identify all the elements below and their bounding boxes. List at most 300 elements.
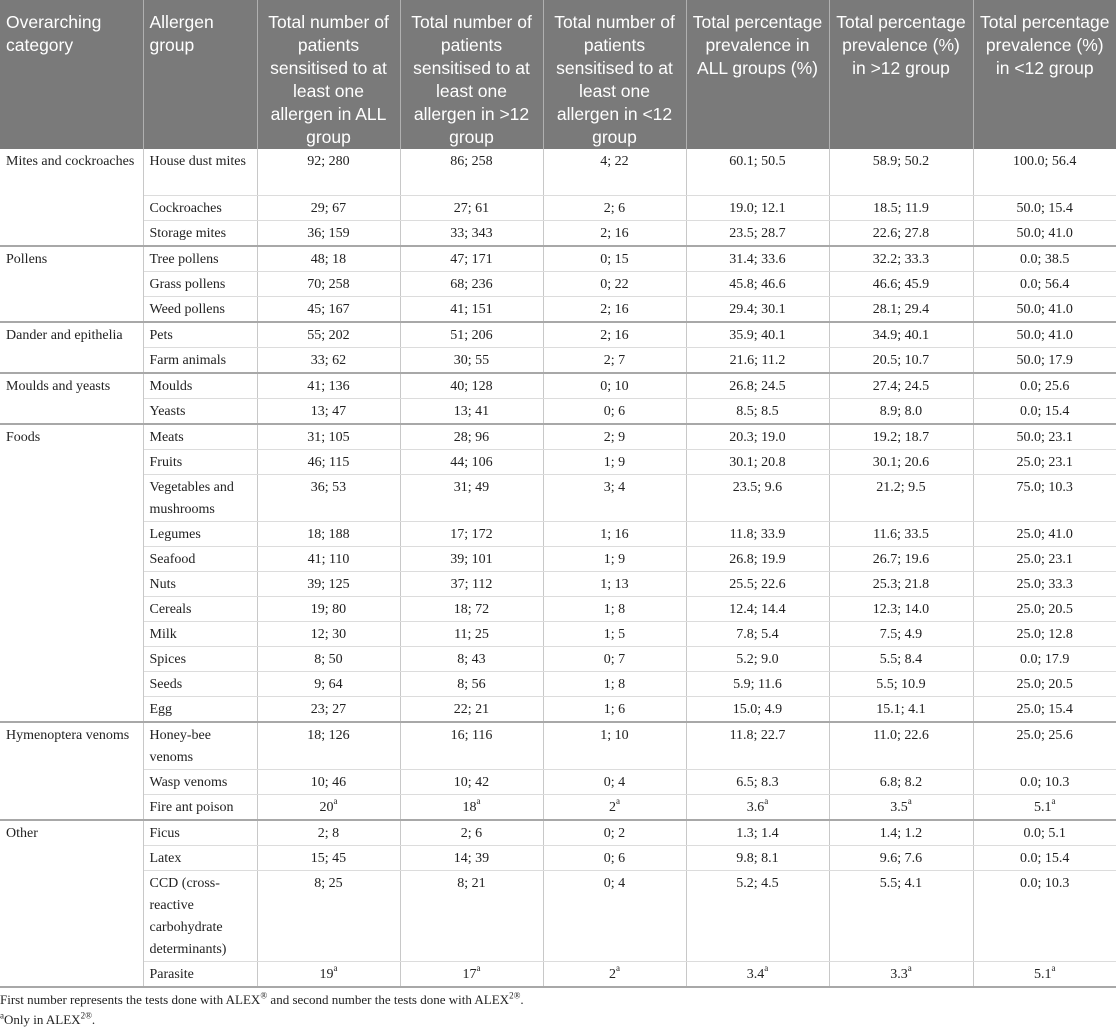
footnote-marker: a [1051, 962, 1056, 973]
cell-allergen-group: Legumes [143, 521, 257, 546]
cell-value: 45.8; 46.6 [729, 276, 786, 292]
cell-prevalence-all [686, 195, 829, 220]
cell-prevalence-gt12 [829, 449, 973, 474]
cell-value: 0.0; 38.5 [1020, 251, 1070, 267]
cell-value: 50.0; 23.1 [1016, 429, 1073, 445]
cell-prevalence-lt12 [973, 696, 1116, 722]
table-row [0, 271, 1116, 296]
cell-prevalence-all [686, 596, 829, 621]
cell-value: 0; 2 [603, 825, 626, 841]
cell-value: 25.0; 25.6 [1016, 727, 1073, 743]
cell-value: 26.8; 24.5 [729, 378, 786, 394]
cell-value: 25.0; 12.8 [1016, 626, 1073, 642]
cell-value: 14; 39 [453, 850, 490, 866]
cell-value: 30; 55 [453, 352, 490, 368]
cell-value: 3.6 [746, 799, 765, 815]
cell-prevalence-lt12 [973, 373, 1116, 399]
cell-total-all [257, 271, 400, 296]
cell-total-lt12 [543, 271, 686, 296]
cell-value: 1; 5 [603, 626, 626, 642]
cell-value: 0.0; 15.4 [1020, 850, 1070, 866]
cell-total-all [257, 195, 400, 220]
cell-value: 25.0; 23.1 [1016, 551, 1073, 567]
cell-prevalence-all [686, 398, 829, 424]
cell-total-lt12 [543, 474, 686, 521]
cell-value: 19; 80 [310, 601, 347, 617]
cell-total-gt12 [400, 521, 543, 546]
cell-total-gt12 [400, 424, 543, 450]
cell-total-gt12 [400, 546, 543, 571]
cell-total-gt12 [400, 373, 543, 399]
cell-prevalence-lt12 [973, 870, 1116, 961]
cell-total-all [257, 398, 400, 424]
cell-value: 36; 159 [307, 225, 350, 241]
cell-allergen-group: Pets [143, 322, 257, 348]
cell-value: 1.3; 1.4 [736, 825, 779, 841]
cell-value: 0; 4 [603, 774, 626, 790]
table-row [0, 149, 1116, 195]
cell-value: 8.9; 8.0 [879, 403, 923, 419]
cell-value: 5.5; 4.1 [879, 875, 923, 891]
cell-prevalence-lt12 [973, 246, 1116, 272]
cell-total-all [257, 322, 400, 348]
cell-value: 5.2; 4.5 [736, 875, 779, 891]
table-row [0, 596, 1116, 621]
cell-value: 50.0; 15.4 [1016, 200, 1073, 216]
cell-value: 37; 112 [450, 576, 493, 592]
cell-prevalence-lt12 [973, 449, 1116, 474]
cell-total-gt12 [400, 671, 543, 696]
cell-value: 0; 15 [600, 251, 629, 267]
cell-prevalence-all [686, 722, 829, 770]
cell-total-gt12 [400, 474, 543, 521]
cell-total-lt12 [543, 820, 686, 846]
cell-value: 12.3; 14.0 [872, 601, 930, 617]
cell-prevalence-lt12 [973, 961, 1116, 987]
cell-prevalence-gt12 [829, 474, 973, 521]
cell-value: 5.1 [1034, 966, 1052, 982]
cell-value: 11.8; 22.7 [729, 727, 786, 743]
cell-value: 0.0; 56.4 [1020, 276, 1070, 292]
cell-value: 31; 49 [453, 479, 490, 495]
table-row [0, 195, 1116, 220]
cell-value: 29; 67 [310, 200, 347, 216]
cell-total-lt12 [543, 373, 686, 399]
cell-prevalence-gt12 [829, 149, 973, 195]
cell-value: 32.2; 33.3 [872, 251, 930, 267]
cell-value: 7.5; 4.9 [879, 626, 923, 642]
cell-prevalence-gt12 [829, 195, 973, 220]
footnote-marker: a [333, 962, 338, 973]
cell-value: 0; 10 [600, 378, 629, 394]
cell-allergen-group: Honey-bee venoms [143, 722, 257, 770]
table-row [0, 621, 1116, 646]
cell-allergen-group: Seafood [143, 546, 257, 571]
cell-total-all [257, 794, 400, 820]
cell-value: 39; 125 [307, 576, 350, 592]
cell-value: 18; 72 [453, 601, 490, 617]
header-prevalence-all: Total percentage prevalence in ALL groups (%) [686, 0, 829, 149]
cell-value: 2; 7 [603, 352, 626, 368]
cell-value: 41; 151 [450, 301, 493, 317]
header-total-gt12: Total number of patients sensitised to at least one allergen in >12 group [400, 0, 543, 149]
cell-value: 10; 42 [453, 774, 490, 790]
cell-value: 1.4; 1.2 [879, 825, 923, 841]
cell-total-gt12 [400, 845, 543, 870]
cell-total-gt12 [400, 271, 543, 296]
cell-value: 1; 6 [603, 701, 626, 717]
footnote-marker: a [333, 795, 338, 806]
cell-prevalence-gt12 [829, 373, 973, 399]
cell-prevalence-lt12 [973, 646, 1116, 671]
cell-allergen-group: Ficus [143, 820, 257, 846]
table-row [0, 246, 1116, 272]
cell-value: 2; 16 [600, 225, 629, 241]
cell-prevalence-lt12 [973, 220, 1116, 246]
cell-prevalence-lt12 [973, 296, 1116, 322]
cell-total-gt12 [400, 246, 543, 272]
cell-prevalence-gt12 [829, 820, 973, 846]
cell-value: 19.2; 18.7 [872, 429, 930, 445]
cell-value: 2 [609, 799, 616, 815]
cell-prevalence-gt12 [829, 571, 973, 596]
cell-total-gt12 [400, 322, 543, 348]
cell-value: 19 [319, 966, 334, 982]
cell-total-gt12 [400, 870, 543, 961]
cell-allergen-group: Storage mites [143, 220, 257, 246]
cell-value: 9; 64 [314, 676, 343, 692]
cell-value: 28; 96 [453, 429, 490, 445]
cell-prevalence-all [686, 220, 829, 246]
cell-allergen-group: Egg [143, 696, 257, 722]
footnote-marker: a [616, 962, 620, 973]
table-row [0, 373, 1116, 399]
cell-value: 33; 62 [310, 352, 347, 368]
footnotes [0, 990, 1116, 1030]
cell-value: 1; 8 [603, 676, 626, 692]
cell-allergen-group: Cereals [143, 596, 257, 621]
table-row [0, 424, 1116, 450]
cell-total-gt12 [400, 296, 543, 322]
cell-total-all [257, 646, 400, 671]
cell-value: 92; 280 [307, 154, 350, 169]
cell-total-lt12 [543, 961, 686, 987]
cell-total-gt12 [400, 571, 543, 596]
cell-value: 1; 13 [600, 576, 629, 592]
cell-value: 0.0; 5.1 [1023, 825, 1066, 841]
cell-allergen-group: Fire ant poison [143, 794, 257, 820]
cell-prevalence-gt12 [829, 546, 973, 571]
cell-value: 41; 136 [307, 378, 350, 394]
cell-value: 25.5; 22.6 [729, 576, 786, 592]
header-row [0, 0, 1116, 149]
cell-prevalence-lt12 [973, 271, 1116, 296]
cell-prevalence-lt12 [973, 769, 1116, 794]
table-row [0, 794, 1116, 820]
cell-prevalence-all [686, 571, 829, 596]
cell-allergen-group: Spices [143, 646, 257, 671]
cell-value: 35.9; 40.1 [729, 327, 786, 343]
cell-prevalence-all [686, 671, 829, 696]
cell-value: 11.6; 33.5 [873, 526, 929, 542]
cell-total-gt12 [400, 195, 543, 220]
cell-value: 30.1; 20.8 [729, 454, 786, 470]
cell-value: 44; 106 [450, 454, 493, 470]
cell-overarching-category: Mites and cockroaches [0, 149, 143, 246]
footnote-marker: a [907, 795, 912, 806]
cell-total-gt12 [400, 696, 543, 722]
cell-prevalence-all [686, 820, 829, 846]
cell-value: 25.0; 20.5 [1016, 676, 1073, 692]
footnote-marker: a [764, 795, 769, 806]
cell-prevalence-lt12 [973, 596, 1116, 621]
cell-value: 8.5; 8.5 [736, 403, 779, 419]
cell-value: 23; 27 [310, 701, 347, 717]
cell-allergen-group: House dust mites [143, 149, 257, 195]
cell-total-lt12 [543, 671, 686, 696]
cell-total-all [257, 722, 400, 770]
table-row [0, 449, 1116, 474]
cell-value: 17 [462, 966, 477, 982]
cell-value: 86; 258 [450, 154, 493, 169]
cell-total-lt12 [543, 424, 686, 450]
cell-value: 2; 9 [603, 429, 626, 445]
footnote-methods: First number represents the tests done with ALEX® and second number the tests done with ALEX$^{2®}$. [0, 990, 524, 1007]
cell-value: 46; 115 [307, 454, 350, 470]
cell-total-lt12 [543, 449, 686, 474]
cell-value: 48; 18 [310, 251, 347, 267]
cell-total-all [257, 220, 400, 246]
cell-prevalence-all [686, 646, 829, 671]
cell-value: 2; 16 [600, 327, 629, 343]
cell-prevalence-gt12 [829, 845, 973, 870]
cell-value: 75.0; 10.3 [1016, 479, 1073, 495]
cell-total-lt12 [543, 769, 686, 794]
footnote-marker: a [907, 962, 912, 973]
cell-value: 25.0; 33.3 [1016, 576, 1073, 592]
cell-total-lt12 [543, 398, 686, 424]
cell-value: 60.1; 50.5 [729, 154, 786, 169]
cell-value: 25.0; 23.1 [1016, 454, 1073, 470]
cell-prevalence-lt12 [973, 571, 1116, 596]
cell-value: 45; 167 [307, 301, 350, 317]
cell-value: 6.8; 8.2 [879, 774, 923, 790]
cell-total-lt12 [543, 845, 686, 870]
cell-total-gt12 [400, 794, 543, 820]
cell-value: 31; 105 [307, 429, 350, 445]
cell-value: 22.6; 27.8 [872, 225, 930, 241]
cell-prevalence-lt12 [973, 546, 1116, 571]
cell-value: 29.4; 30.1 [729, 301, 786, 317]
cell-value: 31.4; 33.6 [729, 251, 786, 267]
cell-allergen-group: Latex [143, 845, 257, 870]
cell-total-lt12 [543, 596, 686, 621]
table-row [0, 571, 1116, 596]
cell-allergen-group: Parasite [143, 961, 257, 987]
cell-total-gt12 [400, 961, 543, 987]
header-overarching-category: Overarching category [0, 0, 143, 149]
cell-prevalence-gt12 [829, 671, 973, 696]
cell-total-lt12 [543, 521, 686, 546]
cell-prevalence-all [686, 373, 829, 399]
cell-value: 1; 8 [603, 601, 626, 617]
table-row [0, 961, 1116, 987]
table-row [0, 347, 1116, 373]
cell-value: 70; 258 [307, 276, 350, 292]
cell-total-gt12 [400, 596, 543, 621]
cell-value: 10; 46 [310, 774, 347, 790]
cell-prevalence-all [686, 322, 829, 348]
cell-value: 19.0; 12.1 [729, 200, 786, 216]
cell-prevalence-all [686, 474, 829, 521]
cell-value: 3.4 [746, 966, 765, 982]
cell-total-all [257, 621, 400, 646]
cell-allergen-group: Seeds [143, 671, 257, 696]
cell-value: 9.6; 7.6 [879, 850, 923, 866]
cell-overarching-category: Moulds and yeasts [0, 373, 143, 424]
cell-total-lt12 [543, 870, 686, 961]
cell-value: 26.7; 19.6 [872, 551, 930, 567]
cell-value: 68; 236 [450, 276, 493, 292]
cell-prevalence-gt12 [829, 246, 973, 272]
cell-value: 5.5; 10.9 [876, 676, 926, 692]
cell-value: 3.3 [890, 966, 908, 982]
cell-value: 20.5; 10.7 [872, 352, 930, 368]
cell-value: 0; 6 [603, 403, 626, 419]
cell-prevalence-lt12 [973, 347, 1116, 373]
cell-prevalence-all [686, 961, 829, 987]
cell-total-lt12 [543, 646, 686, 671]
cell-prevalence-lt12 [973, 671, 1116, 696]
cell-value: 13; 41 [453, 403, 490, 419]
cell-value: 50.0; 41.0 [1016, 327, 1073, 343]
cell-prevalence-gt12 [829, 961, 973, 987]
cell-value: 25.3; 21.8 [872, 576, 930, 592]
cell-value: 50.0; 17.9 [1016, 352, 1073, 368]
cell-total-lt12 [543, 195, 686, 220]
cell-total-lt12 [543, 794, 686, 820]
cell-prevalence-gt12 [829, 347, 973, 373]
cell-total-gt12 [400, 769, 543, 794]
cell-value: 0; 7 [603, 651, 626, 667]
cell-value: 18; 188 [307, 526, 350, 542]
table-row [0, 845, 1116, 870]
cell-value: 23.5; 9.6 [732, 479, 783, 495]
cell-allergen-group: Milk [143, 621, 257, 646]
cell-prevalence-all [686, 546, 829, 571]
cell-prevalence-all [686, 271, 829, 296]
cell-total-lt12 [543, 347, 686, 373]
header-prevalence-lt12: Total percentage prevalence (%) in <12 group [973, 0, 1116, 149]
cell-total-lt12 [543, 696, 686, 722]
cell-allergen-group: CCD (cross-reactive carbohydrate determinants) [143, 870, 257, 961]
cell-value: 1; 10 [600, 727, 629, 743]
table-row [0, 722, 1116, 770]
cell-value: 8; 50 [314, 651, 343, 667]
cell-value: 33; 343 [450, 225, 493, 241]
cell-prevalence-lt12 [973, 322, 1116, 348]
header-allergen-group: Allergen group [143, 0, 257, 149]
cell-total-all [257, 596, 400, 621]
cell-value: 40; 128 [450, 378, 493, 394]
cell-value: 2; 6 [460, 825, 483, 841]
cell-allergen-group: Tree pollens [143, 246, 257, 272]
cell-value: 0; 6 [603, 850, 626, 866]
cell-prevalence-all [686, 347, 829, 373]
cell-value: 4; 22 [600, 154, 629, 169]
table-row [0, 769, 1116, 794]
cell-total-all [257, 373, 400, 399]
cell-total-gt12 [400, 220, 543, 246]
footnote-marker: a [764, 962, 769, 973]
cell-value: 17; 172 [450, 526, 493, 542]
cell-prevalence-gt12 [829, 794, 973, 820]
cell-value: 0.0; 10.3 [1020, 875, 1070, 891]
footnote-marker: a [476, 962, 481, 973]
cell-value: 11; 25 [454, 626, 489, 642]
cell-total-all [257, 845, 400, 870]
cell-value: 15; 45 [310, 850, 347, 866]
cell-value: 100.0; 56.4 [1013, 154, 1077, 169]
cell-value: 5.1 [1034, 799, 1052, 815]
cell-value: 7.8; 5.4 [736, 626, 779, 642]
cell-total-all [257, 571, 400, 596]
cell-value: 0.0; 17.9 [1020, 651, 1070, 667]
cell-value: 26.8; 19.9 [729, 551, 786, 567]
cell-value: 25.0; 15.4 [1016, 701, 1073, 717]
table-row [0, 646, 1116, 671]
cell-total-gt12 [400, 398, 543, 424]
cell-prevalence-lt12 [973, 424, 1116, 450]
cell-total-gt12 [400, 646, 543, 671]
cell-value: 15.0; 4.9 [732, 701, 783, 717]
cell-value: 6.5; 8.3 [736, 774, 779, 790]
cell-prevalence-all [686, 621, 829, 646]
cell-value: 30.1; 20.6 [872, 454, 930, 470]
table-row [0, 474, 1116, 521]
cell-value: 5.5; 8.4 [879, 651, 923, 667]
cell-prevalence-lt12 [973, 820, 1116, 846]
cell-value: 2; 16 [600, 301, 629, 317]
cell-value: 1; 9 [603, 454, 626, 470]
cell-total-gt12 [400, 347, 543, 373]
cell-value: 51; 206 [450, 327, 493, 343]
cell-value: 36; 53 [310, 479, 347, 495]
cell-value: 28.1; 29.4 [872, 301, 930, 317]
cell-value: 0.0; 25.6 [1020, 378, 1070, 394]
table-row [0, 398, 1116, 424]
cell-prevalence-all [686, 521, 829, 546]
cell-value: 8; 56 [457, 676, 486, 692]
cell-total-gt12 [400, 621, 543, 646]
footnote-marker: a [1051, 795, 1056, 806]
cell-total-all [257, 696, 400, 722]
cell-value: 39; 101 [450, 551, 493, 567]
cell-prevalence-lt12 [973, 398, 1116, 424]
cell-prevalence-all [686, 424, 829, 450]
cell-value: 0; 4 [603, 875, 626, 891]
cell-prevalence-all [686, 149, 829, 195]
cell-total-gt12 [400, 149, 543, 195]
cell-value: 0.0; 10.3 [1020, 774, 1070, 790]
cell-value: 18; 126 [307, 727, 350, 743]
cell-prevalence-all [686, 794, 829, 820]
cell-prevalence-gt12 [829, 696, 973, 722]
cell-total-all [257, 149, 400, 195]
cell-prevalence-lt12 [973, 794, 1116, 820]
cell-prevalence-all [686, 296, 829, 322]
cell-total-all [257, 769, 400, 794]
